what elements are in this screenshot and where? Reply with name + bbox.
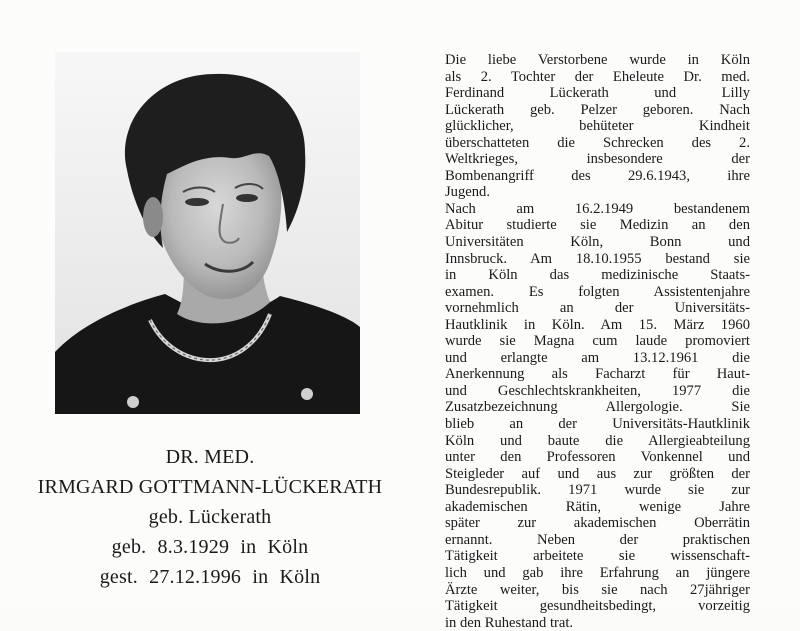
biography-line: vornehmlich an der Universitäts- — [445, 300, 750, 317]
biography-line: überschatteten die Schrecken des 2. — [445, 134, 750, 151]
caption-block — [30, 442, 390, 592]
biography-line: Bundesrepublik. 1971 wurde sie zur — [445, 482, 750, 499]
biography-line: Abitur studierte sie Medizin an den — [445, 217, 750, 234]
portrait-photo — [55, 52, 360, 414]
biography-line: Bombenangriff des 29.6.1943, ihre — [445, 167, 750, 184]
biography-line: Innsbruck. Am 18.10.1955 bestand sie — [445, 250, 750, 267]
biography-line: Ärzte weiter, bis sie nach 27jähriger — [445, 581, 750, 598]
biography-line: in den Ruhestand trat. — [445, 614, 574, 631]
biography-line: Lückerath geb. Pelzer geboren. Nach — [445, 101, 750, 118]
biography-text — [445, 52, 750, 631]
biography-line: Jugend. — [445, 184, 490, 201]
biography-line: Tätigkeit gesundheitsbedingt, vorzeitig — [445, 598, 750, 615]
maiden-name: geb. Lückerath — [148, 506, 272, 528]
biography-line: lich und gab ihre Erfahrung an jüngere — [445, 564, 750, 581]
biography-line: Zusatzbezeichnung Allergologie. Sie — [445, 399, 750, 416]
birth-date: geb. 8.3.1929 in Köln — [111, 536, 309, 558]
biography-line: akademischen Rätin, wenige Jahre — [445, 498, 750, 515]
biography-line: Die liebe Verstorbene wurde in Köln — [445, 52, 750, 68]
biography-line: Nach am 16.2.1949 bestandenem — [445, 200, 750, 217]
biography-line: Ferdinand Lückerath und Lilly — [445, 85, 750, 102]
biography-line: Hautklinik in Köln. Am 15. März 1960 — [445, 316, 750, 333]
biography-line: blieb an der Universitäts-Hautklinik — [445, 416, 750, 433]
biography-line: Tätigkeit arbeitete sie wissenschaft- — [445, 548, 750, 565]
biography-line: Weltkrieges, insbesondere der — [445, 151, 750, 168]
biography-line: in Köln das medizinische Staats- — [445, 267, 750, 284]
biography-line: Universitäten Köln, Bonn und — [445, 234, 750, 251]
biography-line: und erlangte am 13.12.1961 die — [445, 349, 750, 366]
biography-line: Steigleder auf und aus zur größten der — [445, 465, 750, 482]
title-text: DR. MED. — [165, 446, 255, 468]
biography-line: und Geschlechtskrankheiten, 1977 die — [445, 382, 750, 399]
biography-line: als 2. Tochter der Eheleute Dr. med. — [445, 68, 750, 85]
biography-line: später zur akademischen Oberrätin — [445, 515, 750, 532]
biography-line: wurde sie Magna cum laude promoviert — [445, 333, 750, 350]
biography-line: Anerkennung als Facharzt für Haut- — [445, 366, 750, 383]
biography-line: ernannt. Neben der praktischen — [445, 531, 750, 548]
biography-line: glücklicher, behüteter Kindheit — [445, 118, 750, 135]
biography-line: unter den Professoren Vonkennel und — [445, 449, 750, 466]
biography-line: examen. Es folgten Assistentenjahre — [445, 283, 750, 300]
death-date: gest. 27.12.1996 in Köln — [99, 566, 321, 588]
biography-line: Köln und baute die Allergieabteilung — [445, 432, 750, 449]
deceased-name: IRMGARD GOTTMANN-LÜCKERATH — [37, 476, 383, 498]
